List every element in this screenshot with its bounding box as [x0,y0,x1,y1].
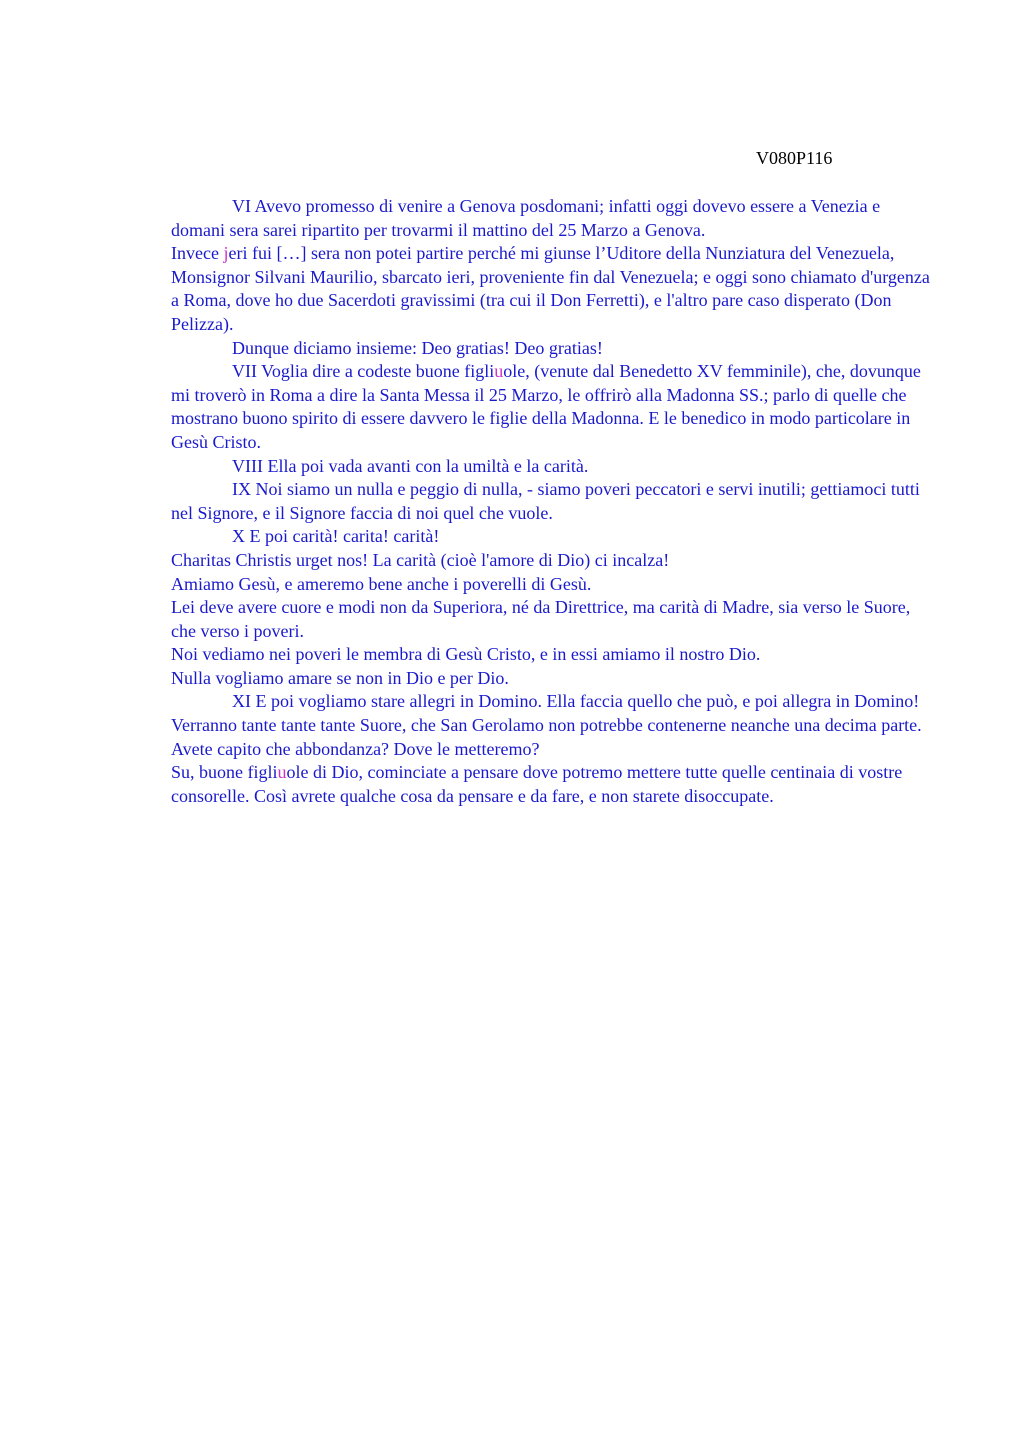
paragraph-xi: XI E poi vogliamo stare allegri in Domino. Ella faccia quello che può, e poi allegra in Domino! [232,691,920,712]
highlighted-letter: u [277,762,287,783]
text-segment: eri fui […] sera non potei partire perché mi giunse l’Uditore della Nunziatura del Venezuela, Monsignor Silvani Maurilio, sbarcato ieri, proveniente fin dal Venezuela; e oggi sono chiamato d'urgenza a Roma, dove ho due Sacerdoti gravissimi (tra cui il Don Ferretti), e l'altro pare caso disperato (Don Pelizza). [171,243,930,334]
highlighted-letter: j [223,243,229,264]
paragraph-amiamo: Amiamo Gesù, e ameremo bene anche i poverelli di Gesù. [171,573,592,594]
paragraph-deo-gratias: Dunque diciamo insieme: Deo gratias! Deo gratias! [232,337,603,358]
highlighted-letter: u [494,361,504,382]
text-segment: Invece [171,243,224,264]
text-segment: ole, (venute dal Benedetto XV femminile), che, dovunque mi troverò in Roma a dire la Santa Messa il 25 Marzo, le offrirò alla Madonna SS.; parlo di quelle che mostrano buono spirito di essere davvero le figlie della Madonna. E le benedico in modo particolare in Gesù Cristo. [171,361,921,452]
paragraph-viii: VIII Ella poi vada avanti con la umiltà e la carità. [232,455,589,476]
paragraph-x: X E poi carità! carita! carità! [232,526,440,547]
text-segment: ole di Dio, cominciate a pensare dove potremo mettere tutte quelle centinaia di vostre consorelle. Così avrete qualche cosa da pensare e da fare, e non starete disoccupate. [171,762,903,806]
text-segment: VII Voglia dire a codeste buone figli [232,361,495,382]
text-segment: Su, buone figli [171,762,278,783]
paragraph-vii [171,360,931,454]
paragraph-nulla: Nulla vogliamo amare se non in Dio e per Dio. [171,667,509,688]
paragraph-invece [171,242,931,336]
paragraph-noi-vediamo: Noi vediamo nei poveri le membra di Gesù Cristo, e in essi amiamo il nostro Dio. [171,644,761,665]
letter-body [171,195,931,808]
paragraph-verranno: Verranno tante tante tante Suore, che San Gerolamo non potrebbe contenerne neanche una decima parte. Avete capito che abbondanza? Dove le metteremo? [171,715,922,759]
paragraph-ix: IX Noi siamo un nulla e peggio di nulla, - siamo poveri peccatori e servi inutili; gettiamoci tutti nel Signore, e il Signore faccia di noi quel che vuole. [171,479,920,523]
page-identifier: V080P116 [756,148,833,168]
paragraph-vi: VI Avevo promesso di venire a Genova posdomani; infatti oggi dovevo essere a Venezia e domani sera sarei ripartito per trovarmi il mattino del 25 Marzo a Genova. [171,196,881,240]
paragraph-lei-deve: Lei deve avere cuore e modi non da Superiora, né da Direttrice, ma carità di Madre, sia verso le Suore, che verso i poveri. [171,597,911,641]
paragraph-charitas: Charitas Christis urget nos! La carità (cioè l'amore di Dio) ci incalza! [171,549,670,570]
paragraph-su-buone [171,761,931,808]
